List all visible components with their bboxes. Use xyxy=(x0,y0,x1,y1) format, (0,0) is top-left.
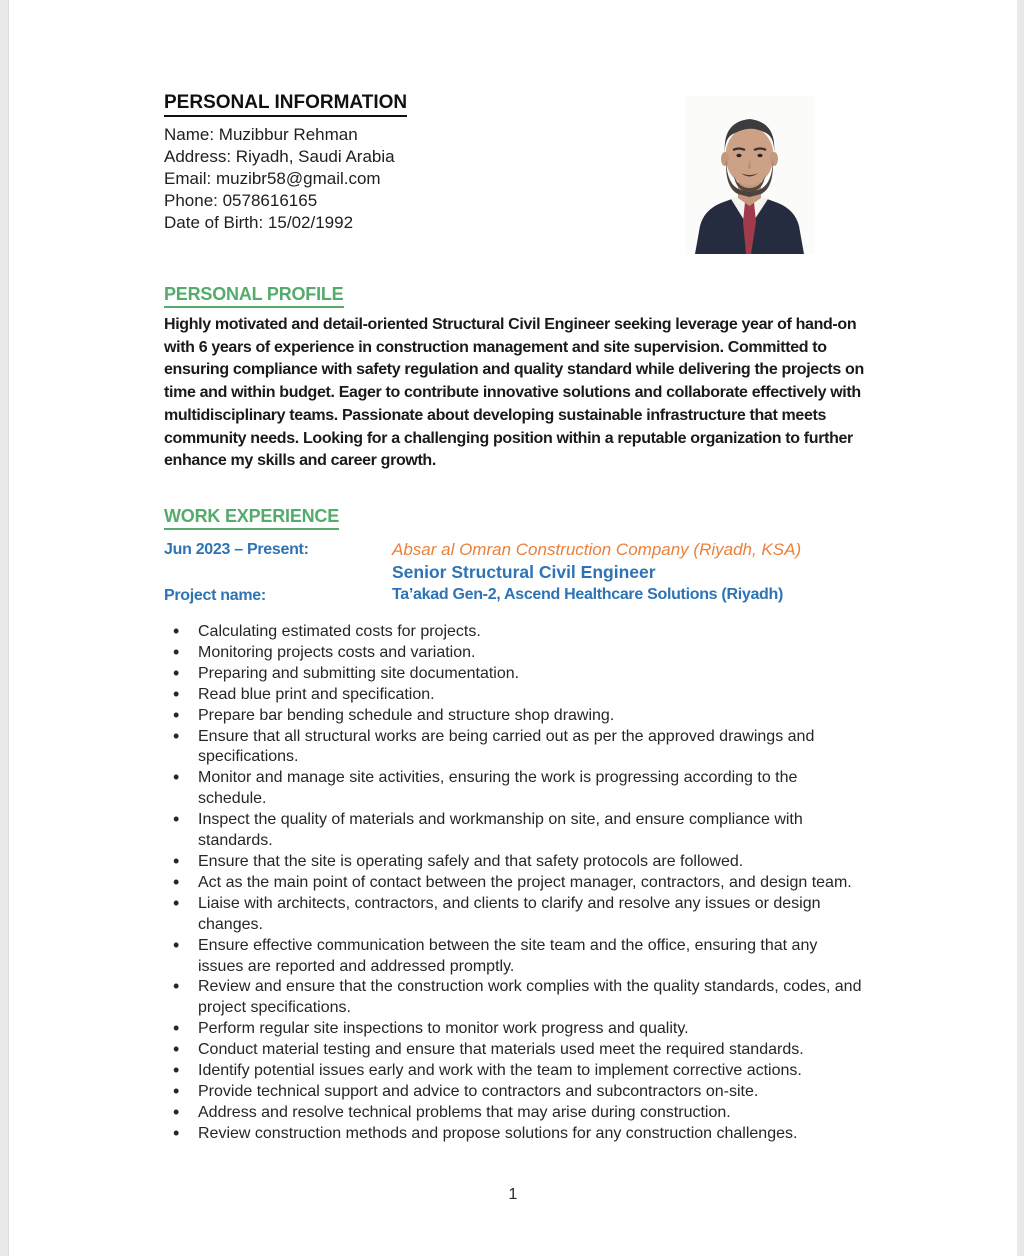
responsibility-item: • Ensure that the site is operating safely and that safety protocols are followed. xyxy=(164,852,866,873)
responsibility-item: • Liaise with architects, contractors, and clients to clarify and resolve any issues or design changes. xyxy=(164,894,866,936)
work-company: Absar al Omran Construction Company (Riyadh, KSA) xyxy=(392,540,802,559)
work-period-label: Jun 2023 – Present: xyxy=(164,541,309,558)
personal-profile-text: Highly motivated and detail-oriented Structural Civil Engineer seeking leverage year of hand-on with 6 years of experience in construction management and site supervision. Committed to ensuring compliance with safety regulation and quality standard while delivering the projects on time and within budget. Eager to contribute innovative solutions and collaborate effectively with multidisciplinary teams. Passionate about developing sustainable infrastructure that meets community needs. Looking for a challenging position within a reputable organization to further enhance my skills and career growth. xyxy=(164,316,864,470)
work-spacer xyxy=(164,561,392,584)
work-experience-heading-text: WORK EXPERIENCE xyxy=(164,506,339,530)
responsibility-item: • Review construction methods and propose solutions for any construction challenges. xyxy=(164,1124,866,1145)
personal-information-heading-text: PERSONAL INFORMATION xyxy=(164,92,407,117)
info-line-dob: Date of Birth: 15/02/1992 xyxy=(164,213,354,232)
work-project-value: Ta’akad Gen-2, Ascend Healthcare Solutions (Riyadh) xyxy=(392,586,784,603)
resume-page xyxy=(8,0,1017,1256)
responsibility-item: • Preparing and submitting site documentation. xyxy=(164,664,866,685)
responsibility-item: • Provide technical support and advice to contractors and subcontractors on-site. xyxy=(164,1082,866,1103)
personal-information-fields xyxy=(164,124,395,234)
profile-photo xyxy=(685,96,814,254)
portrait-photo-graphic xyxy=(685,96,814,254)
personal-profile-heading-text: PERSONAL PROFILE xyxy=(164,284,344,308)
responsibility-item: • Identify potential issues early and work with the team to implement corrective actions. xyxy=(164,1061,866,1082)
responsibility-item: • Conduct material testing and ensure that materials used meet the required standards. xyxy=(164,1040,866,1061)
responsibility-item: • Ensure effective communication between the site team and the office, ensuring that any issues are reported and addressed promptly. xyxy=(164,936,866,978)
work-experience-heading xyxy=(164,506,339,530)
responsibility-item: • Calculating estimated costs for projects. xyxy=(164,622,866,643)
info-line-email: Email: muzibr58@gmail.com xyxy=(164,169,381,188)
page-number: 1 xyxy=(508,1186,518,1203)
work-position: Senior Structural Civil Engineer xyxy=(392,562,656,582)
responsibility-item: • Monitoring projects costs and variation. xyxy=(164,643,866,664)
responsibility-item: • Inspect the quality of materials and workmanship on site, and ensure compliance with standards. xyxy=(164,810,866,852)
work-experience-entry xyxy=(164,538,868,607)
responsibility-item: • Act as the main point of contact between the project manager, contractors, and design team. xyxy=(164,873,866,894)
responsibility-item: • Perform regular site inspections to monitor work progress and quality. xyxy=(164,1019,866,1040)
info-line-name: Name: Muzibbur Rehman xyxy=(164,125,358,144)
responsibilities-list xyxy=(164,622,866,1145)
personal-profile-heading xyxy=(164,284,344,308)
personal-information-heading xyxy=(164,92,407,117)
responsibility-item: • Ensure that all structural works are being carried out as per the approved drawings and specifications. xyxy=(164,727,866,769)
info-line-address: Address: Riyadh, Saudi Arabia xyxy=(164,147,395,166)
responsibility-item: • Prepare bar bending schedule and structure shop drawing. xyxy=(164,706,866,727)
responsibility-item: • Address and resolve technical problems that may arise during construction. xyxy=(164,1103,866,1124)
responsibility-item: • Monitor and manage site activities, ensuring the work is progressing according to the schedule. xyxy=(164,768,866,810)
info-line-phone: Phone: 0578616165 xyxy=(164,191,318,210)
responsibility-item: • Read blue print and specification. xyxy=(164,685,866,706)
responsibility-item: • Review and ensure that the construction work complies with the quality standards, codes, and project specifications. xyxy=(164,977,866,1019)
work-project-label: Project name: xyxy=(164,587,266,604)
